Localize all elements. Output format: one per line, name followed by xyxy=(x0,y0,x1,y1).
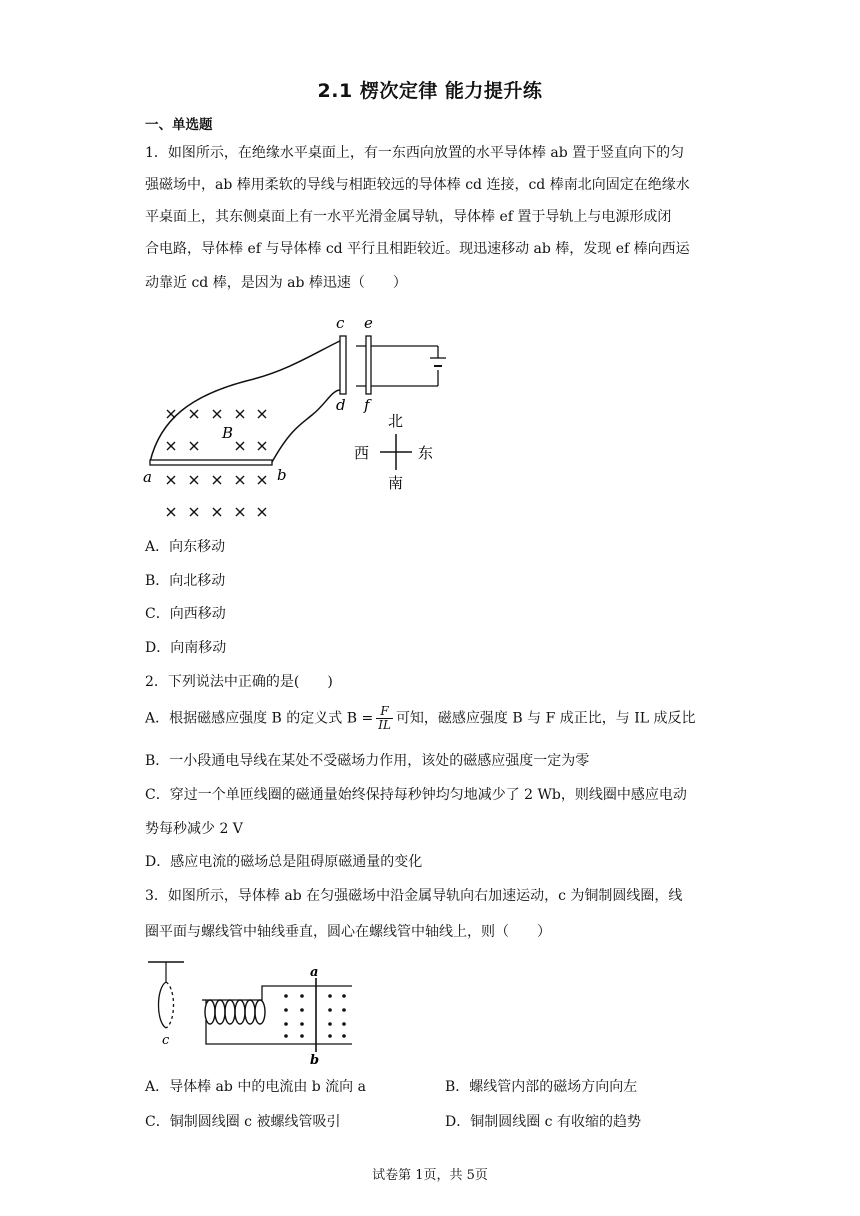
q2-option-a-pre: A．根据磁感应强度 B 的定义式 B = xyxy=(145,710,374,727)
q2-option-d: D．感应电流的磁场总是阻碍原磁通量的变化 xyxy=(145,854,423,870)
q3-line1: 3．如图所示，导体棒 ab 在匀强磁场中沿金属导轨向右加速运动，c 为铜制圆线圈，线 xyxy=(145,888,683,904)
label-a: a xyxy=(310,965,319,980)
q2-option-a-post: 可知，磁感应强度 B 与 F 成正比，与 IL 成反比 xyxy=(395,710,696,727)
q1-line: 1．如图所示，在绝缘水平桌面上，有一东西向放置的水平导体棒 ab 置于竖直向下的匀 xyxy=(145,145,685,161)
fraction-denominator: IL xyxy=(378,718,391,732)
q3-line2: 圈平面与螺线管中轴线垂直，圆心在螺线管中轴线上，则（ ） xyxy=(145,924,551,940)
compass-north: 北 xyxy=(388,412,404,430)
label-b: b xyxy=(310,1053,320,1066)
q2-option-b: B．一小段通电导线在某处不受磁场力作用，该处的磁感应强度一定为零 xyxy=(145,753,590,769)
label-c: c xyxy=(162,1033,170,1048)
q3-option-a: A．导体棒 ab 中的电流由 b 流向 a xyxy=(145,1079,366,1095)
q1-option-a: A．向东移动 xyxy=(145,539,226,555)
compass-west: 西 xyxy=(354,444,370,462)
q2-option-c-line2: 势每秒减少 2 V xyxy=(145,821,243,837)
q2-option-c-line1: C．穿过一个单匝线圈的磁通量始终保持每秒钟均匀地减少了 2 Wb，则线圈中感应电动 xyxy=(145,787,687,803)
q1-figure xyxy=(140,310,460,525)
compass-east: 东 xyxy=(418,444,434,462)
label-b: b xyxy=(277,466,287,484)
label-f: f xyxy=(364,396,370,414)
q1-option-c: C．向西移动 xyxy=(145,606,226,622)
compass-rose xyxy=(354,412,433,492)
section-heading: 一、单选题 xyxy=(145,117,213,133)
page-title: 2.1 楞次定律 能力提升练 xyxy=(317,80,543,102)
q1-line: 动靠近 cd 棒，是因为 ab 棒迅速（ ） xyxy=(145,275,407,291)
q3-option-c: C．铜制圆线圈 c 被螺线管吸引 xyxy=(145,1114,341,1130)
q2-option-a xyxy=(145,705,695,732)
fraction-f-over-il xyxy=(376,705,393,732)
q2-stem: 2．下列说法中正确的是( ) xyxy=(145,674,333,690)
q1-line: 强磁场中，ab 棒用柔软的导线与相距较远的导体棒 cd 连接，cd 棒南北向固定在绝缘水 xyxy=(145,177,690,193)
label-a: a xyxy=(143,468,152,486)
label-c: c xyxy=(336,314,345,332)
label-d: d xyxy=(336,396,346,414)
q3-option-b: B．螺线管内部的磁场方向向左 xyxy=(445,1079,638,1095)
fraction-numerator: F xyxy=(376,705,393,719)
q1-option-d: D．向南移动 xyxy=(145,640,227,656)
label-B: B xyxy=(222,424,234,442)
q1-option-b: B．向北移动 xyxy=(145,573,226,589)
q3-figure xyxy=(140,956,370,1066)
q1-line: 平桌面上，其东侧桌面上有一水平光滑金属导轨，导体棒 ef 置于导轨上与电源形成闭 xyxy=(145,209,672,225)
q1-line: 合电路，导体棒 ef 与导体棒 cd 平行且相距较近。现迅速移动 ab 棒，发现 ef 棒向西运 xyxy=(145,241,690,257)
page-footer: 试卷第 1页，共 5页 xyxy=(372,1168,488,1183)
label-e: e xyxy=(364,314,373,332)
compass-south: 南 xyxy=(388,474,404,492)
q3-option-d: D．铜制圆线圈 c 有收缩的趋势 xyxy=(445,1114,641,1130)
